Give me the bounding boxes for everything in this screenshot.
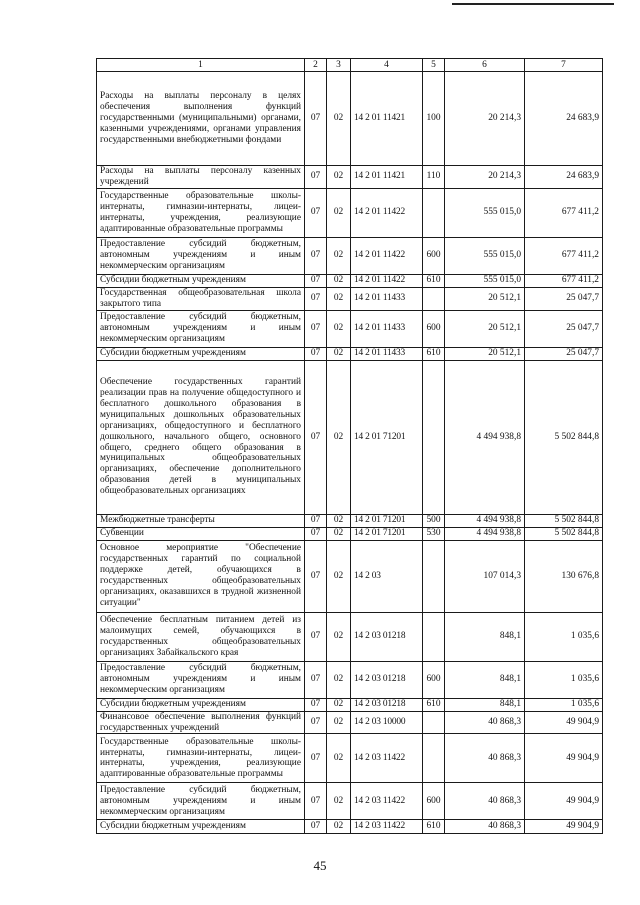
amount-year-1: 20 214,3: [445, 166, 525, 189]
table-row: [97, 347, 603, 360]
amount-year-1: 848,1: [445, 698, 525, 711]
row-name: Государственные образовательные школы-интернаты, гимназии-интернаты, лицеи-интернаты, учреждения, реализующие адаптированные образовательные программы: [97, 734, 305, 783]
expense-type-code: [423, 287, 445, 310]
chapter-code: 07: [305, 711, 327, 734]
page-number: 45: [313, 858, 327, 873]
chapter-code: 07: [305, 514, 327, 527]
table-row: [97, 820, 603, 834]
table-row: [97, 72, 603, 166]
amount-year-1: 40 868,3: [445, 734, 525, 783]
chapter-code: 07: [305, 698, 327, 711]
table-header-row: [97, 59, 603, 72]
row-name: Расходы на выплаты персоналу казенных учреждений: [97, 166, 305, 189]
row-name: Субсидии бюджетным учреждениям: [97, 820, 305, 834]
table-row: [97, 274, 603, 287]
chapter-code: 07: [305, 820, 327, 834]
section-code: 02: [327, 527, 351, 540]
chapter-code: 07: [305, 287, 327, 310]
section-code: 02: [327, 237, 351, 274]
table-row: [97, 188, 603, 237]
expense-type-code: 600: [423, 783, 445, 820]
amount-year-1: 20 214,3: [445, 72, 525, 166]
expense-type-code: 610: [423, 274, 445, 287]
chapter-code: 07: [305, 360, 327, 514]
amount-year-1: 20 512,1: [445, 287, 525, 310]
section-code: 02: [327, 274, 351, 287]
chapter-code: 07: [305, 783, 327, 820]
row-name: Государственная общеобразовательная школа закрытого типа: [97, 287, 305, 310]
column-header: 7: [525, 59, 603, 72]
column-header: 3: [327, 59, 351, 72]
column-header: 6: [445, 59, 525, 72]
amount-year-1: 848,1: [445, 612, 525, 661]
target-article-code: 14 2 03 11422: [351, 734, 423, 783]
section-code: 02: [327, 166, 351, 189]
amount-year-2: 677 411,2: [525, 237, 603, 274]
amount-year-2: 49 904,9: [525, 711, 603, 734]
amount-year-2: 25 047,7: [525, 310, 603, 347]
section-code: 02: [327, 661, 351, 698]
target-article-code: 14 2 01 71201: [351, 514, 423, 527]
amount-year-1: 40 868,3: [445, 783, 525, 820]
target-article-code: 14 2 01 11433: [351, 310, 423, 347]
row-name: Государственные образовательные школы-интернаты, гимназии-интернаты, лицеи-интернаты, учреждения, реализующие адаптированные образовательные программы: [97, 188, 305, 237]
target-article-code: 14 2 01 71201: [351, 360, 423, 514]
table-row: [97, 237, 603, 274]
table-row: [97, 514, 603, 527]
chapter-code: 07: [305, 72, 327, 166]
target-article-code: 14 2 03: [351, 540, 423, 612]
expense-type-code: [423, 540, 445, 612]
target-article-code: 14 2 01 11421: [351, 72, 423, 166]
section-code: 02: [327, 711, 351, 734]
amount-year-1: 40 868,3: [445, 711, 525, 734]
chapter-code: 07: [305, 237, 327, 274]
row-name: Субсидии бюджетным учреждениям: [97, 274, 305, 287]
section-code: 02: [327, 540, 351, 612]
chapter-code: 07: [305, 310, 327, 347]
amount-year-2: 677 411,2: [525, 274, 603, 287]
table-row: [97, 612, 603, 661]
expense-type-code: [423, 188, 445, 237]
amount-year-2: 1 035,6: [525, 698, 603, 711]
row-name: Финансовое обеспечение выполнения функций государственных учреждений: [97, 711, 305, 734]
amount-year-2: 1 035,6: [525, 612, 603, 661]
expense-type-code: [423, 360, 445, 514]
section-code: 02: [327, 287, 351, 310]
target-article-code: 14 2 01 11422: [351, 188, 423, 237]
target-article-code: 14 2 01 11433: [351, 347, 423, 360]
row-name: Субвенции: [97, 527, 305, 540]
chapter-code: 07: [305, 734, 327, 783]
table-row: [97, 661, 603, 698]
chapter-code: 07: [305, 661, 327, 698]
amount-year-2: 5 502 844,8: [525, 360, 603, 514]
column-header: 4: [351, 59, 423, 72]
section-code: 02: [327, 783, 351, 820]
target-article-code: 14 2 03 11422: [351, 820, 423, 834]
amount-year-2: 5 502 844,8: [525, 527, 603, 540]
amount-year-2: 677 411,2: [525, 188, 603, 237]
amount-year-1: 555 015,0: [445, 237, 525, 274]
row-name: Субсидии бюджетным учреждениям: [97, 347, 305, 360]
target-article-code: 14 2 01 11421: [351, 166, 423, 189]
chapter-code: 07: [305, 274, 327, 287]
expense-type-code: 110: [423, 166, 445, 189]
section-code: 02: [327, 698, 351, 711]
row-name: Субсидии бюджетным учреждениям: [97, 698, 305, 711]
expense-type-code: 100: [423, 72, 445, 166]
amount-year-2: 49 904,9: [525, 783, 603, 820]
amount-year-1: 20 512,1: [445, 347, 525, 360]
expense-type-code: 500: [423, 514, 445, 527]
amount-year-2: 25 047,7: [525, 347, 603, 360]
chapter-code: 07: [305, 347, 327, 360]
amount-year-2: 49 904,9: [525, 734, 603, 783]
target-article-code: 14 2 01 71201: [351, 527, 423, 540]
section-code: 02: [327, 310, 351, 347]
column-header: 5: [423, 59, 445, 72]
table-row: [97, 711, 603, 734]
amount-year-2: 24 683,9: [525, 166, 603, 189]
row-name: Основное мероприятие "Обеспечение государственных гарантий по социальной поддержке детей, обучающихся в государственных общеобразовательных организациях, оказавшихся в трудной жизненной ситуации": [97, 540, 305, 612]
target-article-code: 14 2 01 11433: [351, 287, 423, 310]
amount-year-1: 4 494 938,8: [445, 360, 525, 514]
amount-year-2: 1 035,6: [525, 661, 603, 698]
section-code: 02: [327, 612, 351, 661]
top-rule: [452, 3, 614, 5]
table-row: [97, 783, 603, 820]
row-name: Межбюджетные трансферты: [97, 514, 305, 527]
section-code: 02: [327, 820, 351, 834]
row-name: Предоставление субсидий бюджетным, автономным учреждениям и иным некоммерческим организациям: [97, 661, 305, 698]
amount-year-2: 130 676,8: [525, 540, 603, 612]
row-name: Обеспечение бесплатным питанием детей из малоимущих семей, обучающихся в государственных общеобразовательных организациях Забайкальского края: [97, 612, 305, 661]
target-article-code: 14 2 03 10000: [351, 711, 423, 734]
row-name: Обеспечение государственных гарантий реализации прав на получение общедоступного и бесплатного дошкольного образования в муниципальных дошкольных образовательных организациях, общедоступного и бесплатного дошкольного, начального общего, основного общего, среднего общего образования в муниципальных общеобразовательных организациях, обеспечение дополнительного образования детей в муниципальных общеобразовательных организациях: [97, 360, 305, 514]
target-article-code: 14 2 03 01218: [351, 661, 423, 698]
section-code: 02: [327, 188, 351, 237]
column-header: 1: [97, 59, 305, 72]
target-article-code: 14 2 03 01218: [351, 612, 423, 661]
amount-year-1: 555 015,0: [445, 274, 525, 287]
target-article-code: 14 2 01 11422: [351, 274, 423, 287]
expense-type-code: [423, 734, 445, 783]
table-row: [97, 310, 603, 347]
expense-type-code: [423, 612, 445, 661]
table-row: [97, 734, 603, 783]
amount-year-1: 555 015,0: [445, 188, 525, 237]
table-row: [97, 166, 603, 189]
table-row: [97, 698, 603, 711]
amount-year-2: 5 502 844,8: [525, 514, 603, 527]
expense-type-code: 610: [423, 820, 445, 834]
row-name: Предоставление субсидий бюджетным, автономным учреждениям и иным некоммерческим организациям: [97, 237, 305, 274]
expense-type-code: 530: [423, 527, 445, 540]
amount-year-2: 25 047,7: [525, 287, 603, 310]
section-code: 02: [327, 347, 351, 360]
budget-table: [96, 58, 603, 834]
table-row: [97, 360, 603, 514]
amount-year-1: 107 014,3: [445, 540, 525, 612]
row-name: Расходы на выплаты персоналу в целях обеспечения выполнения функций государственными (муниципальными) органами, казенными учреждениями, органами управления государственными внебюджетными фондами: [97, 72, 305, 166]
amount-year-1: 4 494 938,8: [445, 527, 525, 540]
target-article-code: 14 2 01 11422: [351, 237, 423, 274]
table-row: [97, 287, 603, 310]
chapter-code: 07: [305, 527, 327, 540]
expense-type-code: 600: [423, 237, 445, 274]
expense-type-code: 600: [423, 310, 445, 347]
section-code: 02: [327, 514, 351, 527]
amount-year-1: 20 512,1: [445, 310, 525, 347]
expense-type-code: 600: [423, 661, 445, 698]
table-row: [97, 540, 603, 612]
chapter-code: 07: [305, 612, 327, 661]
chapter-code: 07: [305, 540, 327, 612]
amount-year-1: 40 868,3: [445, 820, 525, 834]
section-code: 02: [327, 72, 351, 166]
amount-year-2: 24 683,9: [525, 72, 603, 166]
row-name: Предоставление субсидий бюджетным, автономным учреждениям и иным некоммерческим организациям: [97, 783, 305, 820]
target-article-code: 14 2 03 01218: [351, 698, 423, 711]
target-article-code: 14 2 03 11422: [351, 783, 423, 820]
column-header: 2: [305, 59, 327, 72]
expense-type-code: 610: [423, 698, 445, 711]
chapter-code: 07: [305, 188, 327, 237]
amount-year-1: 4 494 938,8: [445, 514, 525, 527]
section-code: 02: [327, 360, 351, 514]
table-row: [97, 527, 603, 540]
amount-year-2: 49 904,9: [525, 820, 603, 834]
expense-type-code: 610: [423, 347, 445, 360]
chapter-code: 07: [305, 166, 327, 189]
row-name: Предоставление субсидий бюджетным, автономным учреждениям и иным некоммерческим организациям: [97, 310, 305, 347]
amount-year-1: 848,1: [445, 661, 525, 698]
expense-type-code: [423, 711, 445, 734]
section-code: 02: [327, 734, 351, 783]
